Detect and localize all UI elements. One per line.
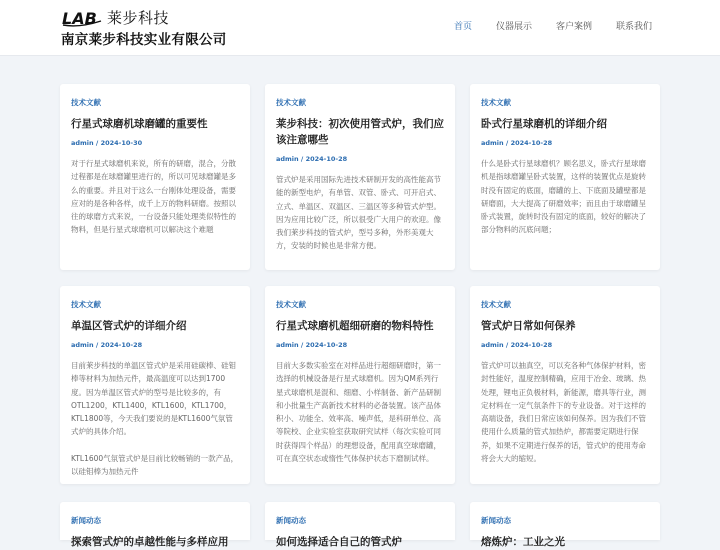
article-card[interactable] bbox=[470, 286, 660, 484]
brand-name: 莱步科技 bbox=[107, 9, 170, 27]
article-card[interactable] bbox=[60, 286, 250, 484]
card-excerpt-paragraph: 对于行星式球磨机来说，所有的研磨，混合，分散过程都是在球磨罐里进行的，所以可见球磨罐是多么的重要。并且对于这么一台刚体处理设备，需要应对的是各种各样，成千上万的物料研磨。按照以往的球磨方式来说，一台设备只能处理类似特性的物料，但是行星式球磨机可以解决这个难题 bbox=[71, 159, 236, 235]
card-title[interactable]: 单温区管式炉的详细介绍 bbox=[71, 320, 187, 332]
site-logo[interactable] bbox=[61, 9, 227, 48]
card-meta: admin / 2024-10-28 bbox=[276, 155, 348, 163]
card-excerpt-paragraph: 目前莱步科技的单温区管式炉是采用硅碳棒、硅钼棒等材料为加热元件，最高温度可以达到1700度。因为单温区管式炉的型号是比较多的，有OTL1200，KTL1400，KTL1600，KTL1700，KTL1800等，今天我们要说的是KTL1600气氛管式炉的具体介绍。 bbox=[71, 361, 236, 437]
card-meta: admin / 2024-10-28 bbox=[481, 341, 553, 349]
card-category[interactable]: 新闻动态 bbox=[276, 516, 306, 525]
card-excerpt-paragraph: KTL1600气氛管式炉是目前比较畅销的一款产品，以硅钼棒为加热元件 bbox=[71, 453, 239, 477]
article-card[interactable] bbox=[265, 502, 455, 548]
card-title[interactable]: 莱步科技：初次使用管式炉，我们应该注意哪些 bbox=[276, 118, 444, 146]
nav-instruments[interactable]: 仪器展示 bbox=[495, 22, 532, 32]
card-title[interactable]: 行星式球磨机球磨罐的重要性 bbox=[71, 118, 208, 130]
company-name: 南京莱步科技实业有限公司 bbox=[61, 32, 227, 48]
card-excerpt bbox=[276, 173, 444, 253]
lab-logo-icon bbox=[61, 9, 103, 27]
card-excerpt bbox=[71, 359, 239, 478]
card-meta: admin / 2024-10-30 bbox=[71, 139, 143, 147]
card-excerpt bbox=[481, 359, 649, 465]
article-card[interactable] bbox=[470, 502, 660, 548]
site-header bbox=[0, 0, 720, 56]
card-category[interactable]: 技术文献 bbox=[71, 98, 101, 107]
svg-text:LAB: LAB bbox=[62, 9, 97, 28]
article-card[interactable] bbox=[60, 84, 250, 270]
card-category[interactable]: 技术文献 bbox=[481, 98, 511, 107]
nav-home[interactable]: 首页 bbox=[453, 22, 472, 32]
card-title[interactable]: 如何选择适合自己的管式炉 bbox=[276, 536, 402, 548]
card-category[interactable]: 技术文献 bbox=[481, 300, 511, 309]
article-card[interactable] bbox=[265, 286, 455, 484]
card-category[interactable]: 新闻动态 bbox=[481, 516, 511, 525]
card-meta: admin / 2024-10-28 bbox=[71, 341, 143, 349]
card-meta: admin / 2024-10-28 bbox=[276, 341, 348, 349]
card-category[interactable]: 技术文献 bbox=[276, 300, 306, 309]
lab-logo-mark bbox=[61, 9, 103, 27]
card-excerpt-paragraph: 管式炉是采用国际先进技术研制开发的高性能高节能的新型电炉，有单管、双管、卧式、可开启式、立式、单温区、双温区、三温区等多种管式炉型。因为应用比较广泛，所以很受广大用户的欢迎。像我们莱步科技的管式炉，型号多种，外形美观大方，安装的时候也是非常方便。 bbox=[276, 175, 441, 251]
article-card[interactable] bbox=[60, 502, 250, 548]
card-title[interactable]: 卧式行星球磨机的详细介绍 bbox=[481, 118, 607, 130]
card-title[interactable]: 管式炉日常如何保养 bbox=[481, 320, 576, 332]
card-category[interactable]: 新闻动态 bbox=[71, 516, 101, 525]
card-category[interactable]: 技术文献 bbox=[276, 98, 306, 107]
card-excerpt bbox=[481, 157, 649, 237]
article-card[interactable] bbox=[470, 84, 660, 270]
card-excerpt-paragraph: 目前大多数实验室在对样品进行超细研磨时，第一选择的机械设备是行星式球磨机。因为QM系列行星式球磨机是混和、细磨、小样制备、新产品研制和小批量生产高新技术材料的必备装置。该产品体积小、功能全、效率高、噪声低，是科研单位、高等院校、企业实验室获取研究试样（每次实验可同时获得四个样品）的理想设备，配用真空球磨罐，可在真空状态或惰性气体保护状态下磨制试样。 bbox=[276, 361, 441, 464]
card-meta: admin / 2024-10-28 bbox=[481, 139, 553, 147]
card-title[interactable]: 行星式球磨机超细研磨的物料特性 bbox=[276, 320, 434, 332]
card-excerpt-paragraph: 管式炉可以抽真空，可以充各种气体保护材料，密封性能好，温度控制精确，应用于冶金、玻璃、热处理，锂电正负极材料，新能源，磨具等行业，测定材料在一定气氛条件下的专业设备。对于这样的高端设备，我们日常应该如何保养。因为我们不管使用什么质量的管式加热炉，都需要定期进行保养，如果不定期进行保养的话，管式炉的使用寿命将会大大的缩短。 bbox=[481, 361, 646, 464]
card-excerpt-paragraph: 什么是卧式行星球磨机？顾名思义，卧式行星球磨机是指球磨罐呈卧式装置，这样的装置优点是旋转时没有固定的底面，磨罐的上、下底面及罐壁都是研磨面，大大提高了研磨效率；而且由于球磨罐呈卧式装置，旋转时没有固定的底面，较好的解决了部分物料的沉底问题； bbox=[481, 159, 646, 235]
main-nav bbox=[430, 19, 652, 32]
card-excerpt bbox=[71, 157, 239, 237]
nav-contact[interactable]: 联系我们 bbox=[615, 22, 652, 32]
card-title[interactable]: 探索管式炉的卓越性能与多样应用 bbox=[71, 536, 229, 548]
card-category[interactable]: 技术文献 bbox=[71, 300, 101, 309]
card-excerpt bbox=[276, 359, 444, 465]
card-title[interactable]: 熔炼炉：工业之光 bbox=[481, 536, 565, 548]
article-card[interactable] bbox=[265, 84, 455, 270]
nav-cases[interactable]: 客户案例 bbox=[555, 22, 592, 32]
